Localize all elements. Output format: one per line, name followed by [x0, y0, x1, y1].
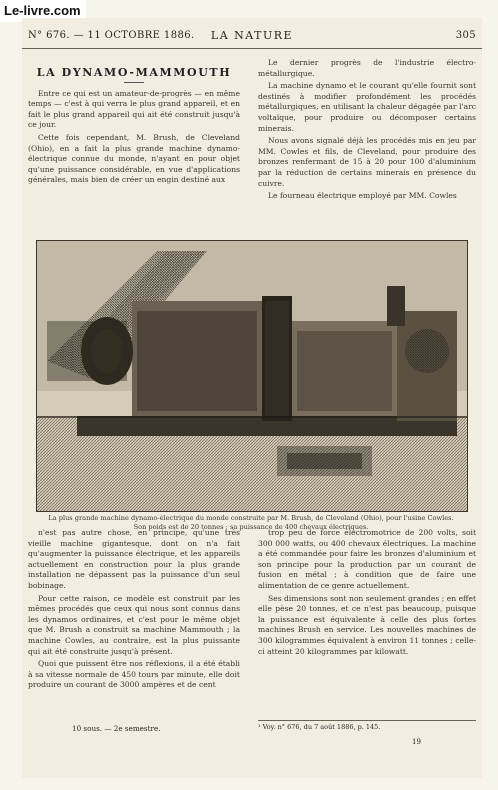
journal-page [22, 18, 482, 778]
caption-line: Son poids est de 20 tonnes ; sa puissance de 400 chevaux électriques. [133, 522, 369, 531]
paragraph: La machine dynamo et le courant qu'elle fournit sont destinés à modifier profondément les procédés métallurgiques, en utilisant la chaleur dégagée par l'arc voltaïque, pour produire ou décomposer certains minerais. [258, 81, 476, 133]
watermark-logo: Le-livre.com [0, 0, 86, 22]
article-title: LA DYNAMO-MAMMOUTH [36, 66, 232, 79]
title-divider [124, 82, 144, 83]
right-column-bottom [258, 528, 476, 659]
page-number: 305 [455, 30, 476, 41]
paragraph: Le dernier progrès de l'industrie électro-métallurgique. [258, 58, 476, 78]
paragraph: Entre ce qui est un amateur-de-progrès — en même temps — c'est à qui verra le plus grand appareil, et en fait le plus grand appareil qui ait été construit jusqu'à ce jour. [28, 88, 240, 130]
footnote: ¹ Voy. n° 676, du 7 août 1886, p. 145. [258, 720, 476, 731]
header-rule [22, 48, 482, 49]
left-column-bottom [28, 528, 240, 693]
paragraph: Pour cette raison, ce modèle est construit par les mêmes procédés que ceux qui nous sont connus dans les dynamos ordinaires, et c'est pour le même objet que M. Brush a construit sa machine Mammouth ; la machine Cowles, au contraire, est la plus puissante qui ait été construite jusqu'à présent. [28, 593, 240, 656]
caption-line: La plus grande machine dynamo-électrique du monde construite par M. Brush, de Cleveland (Ohio), pour l'usine Cowles. [48, 514, 454, 522]
footer-note: 10 sous. — 2e semestre. [72, 724, 161, 733]
paragraph: n'est pas autre chose, en principe, qu'une très vieille machine gigantesque, dont on n'a fait qu'augmenter la puissance électrique, et les appareils actuellement en construction pour la plus grande installation ne dépassent pas la puissance d'un seul bobinage. [28, 528, 240, 590]
issue-date: N° 676. — 11 OCTOBRE 1886. [28, 30, 195, 41]
dynamo-engraving [36, 240, 468, 512]
paragraph: Nous avons signalé déjà les procédés mis en jeu par MM. Cowles et fils, de Cleveland, pour produire des bronzes renfermant de 15 à 20 pour 100 d'aluminium par la réduction de certains minerais en présence du cuivre. [258, 136, 476, 188]
dynamo-illustration [37, 241, 467, 511]
page-header [22, 28, 482, 44]
paragraph: Ses dimensions sont non seulement grandes ; en effet elle pèse 20 tonnes, et ce n'est pas beaucoup, puisque la puissance est équivalente à celle des plus fortes machines Brush en service. Les nouvelles machines de 300 kilogrammes équivalent à environ 11 tonnes ; celle-ci atteint 20 kilogrammes par kilowatt. [258, 593, 476, 656]
journal-name: LA NATURE [210, 29, 294, 42]
left-column-top [28, 58, 240, 188]
paragraph: trop peu de force électromotrice de 200 volts, soit 300 000 watts, ou 400 chevaux électriques. La machine a été commandée pour faire les bronzes d'aluminium et son principe pour la production par un courant de fusion en métal ; à condition que de faire une alimentation de ce genre actuellement. [258, 528, 476, 590]
paragraph: Le fourneau électrique employé par MM. Cowles [268, 191, 457, 201]
paragraph: Cette fois cependant, M. Brush, de Cleveland (Ohio), en a fait la plus grande machine dynamo-électrique connue du monde, n'ayant en pour objet qu'une puissance considérable, en vue d'applications générales, mais bien de créer un engin destiné aux [28, 132, 240, 185]
signature-number: 19 [412, 738, 421, 746]
right-column-top [258, 58, 476, 204]
paragraph: Quoi que puissent être nos réflexions, il a été établi à sa vitesse normale de 450 tours par minute, elle doit produire un courant de 3000 ampères et de cent [28, 659, 240, 690]
